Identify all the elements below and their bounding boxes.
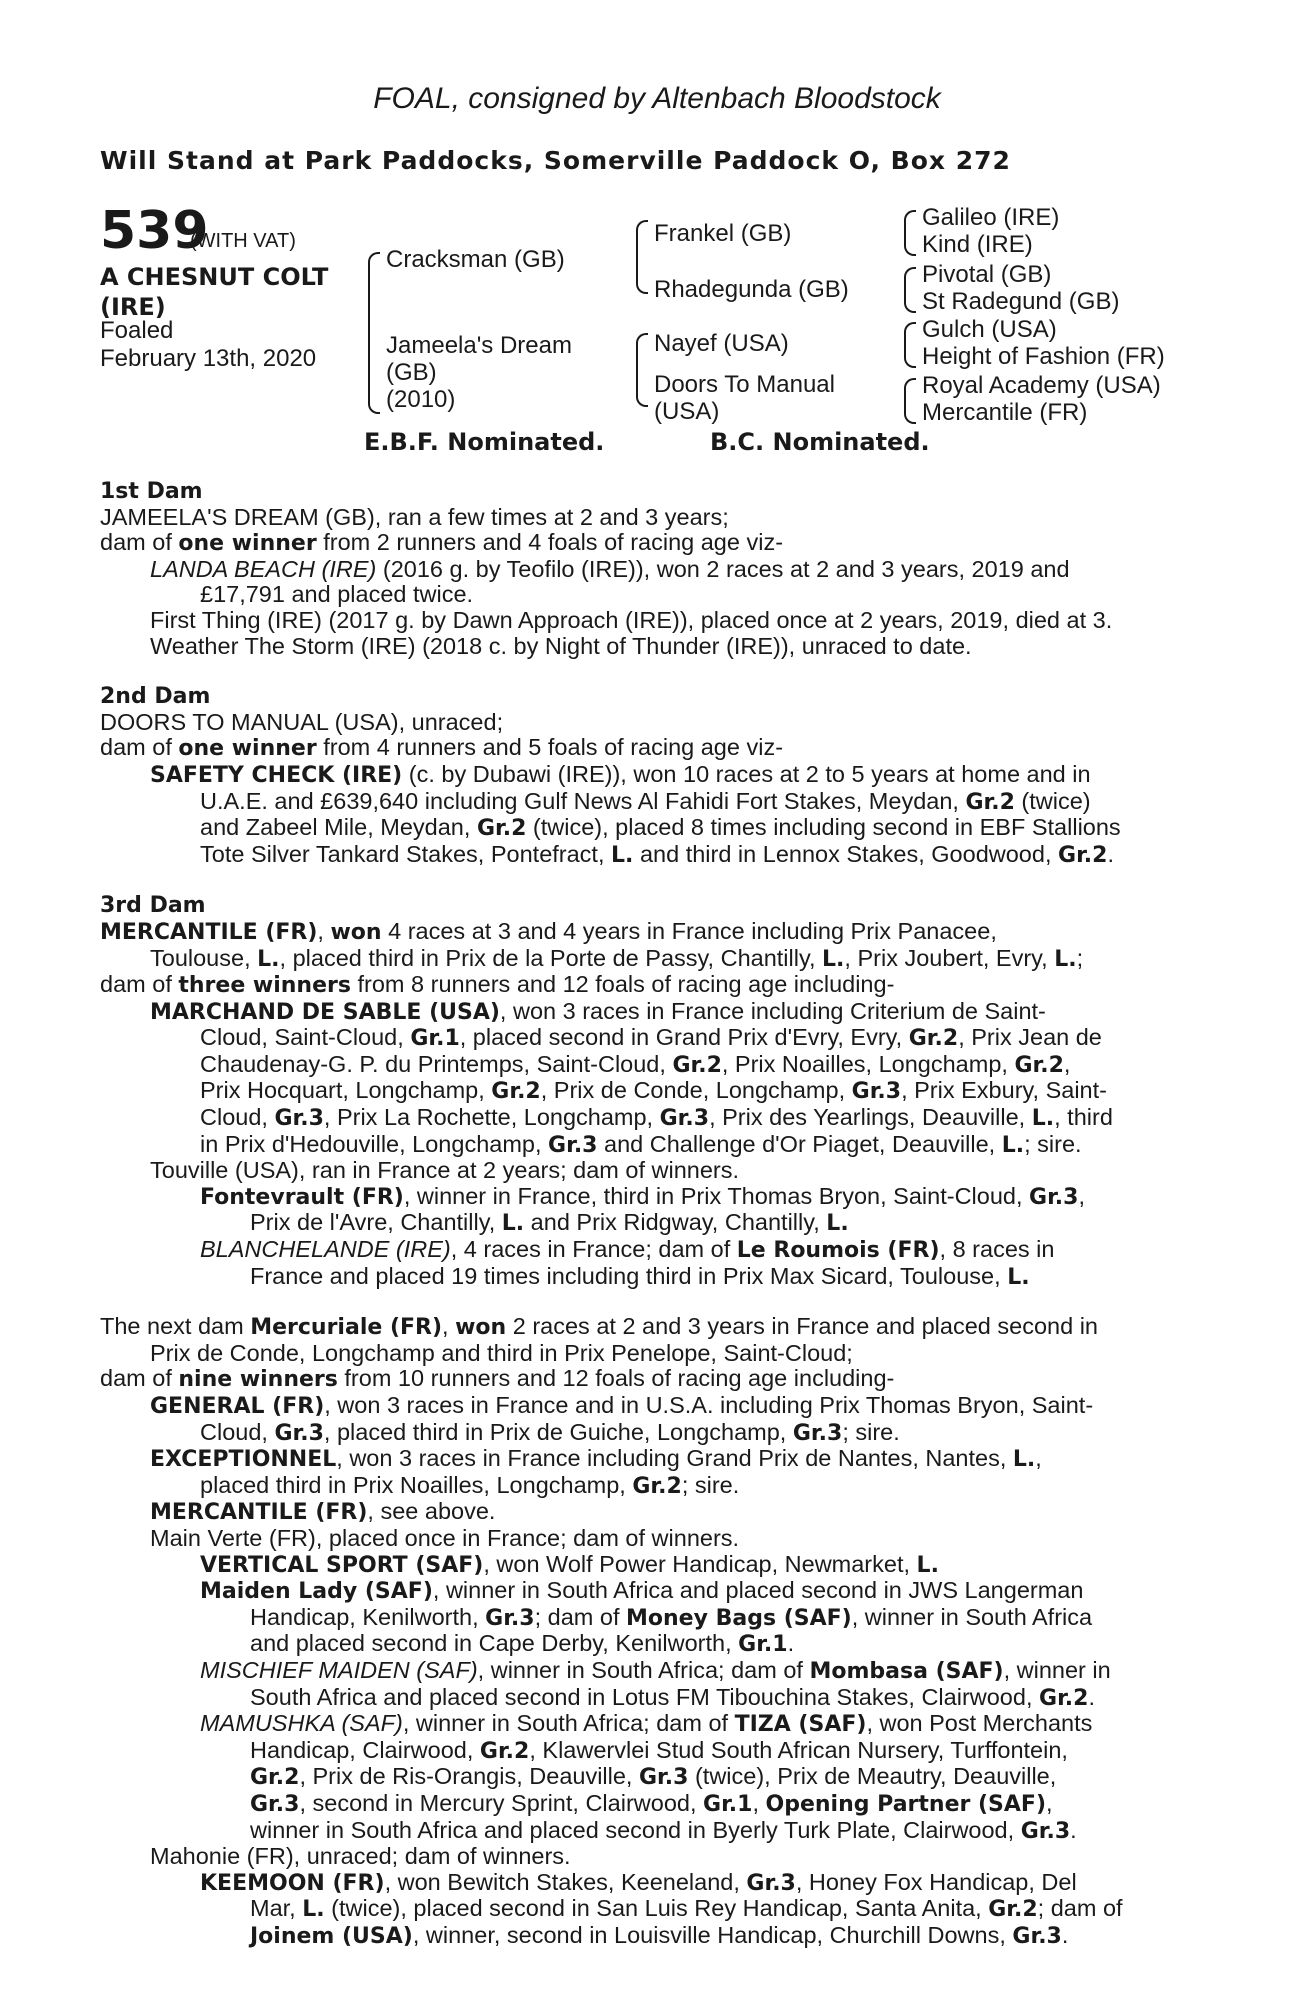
progeny-line: winner in South Africa and placed second in Byerly Turk Plate, Clairwood, Gr.3.	[250, 1816, 1077, 1844]
foaled-label: Foaled	[100, 317, 174, 344]
pedigree-gg-8: Mercantile (FR)	[922, 399, 1088, 426]
progeny-line: Handicap, Kenilworth, Gr.3; dam of Money Bags (SAF), winner in South Africa	[250, 1603, 1093, 1631]
progeny-line: U.A.E. and £639,640 including Gulf News Al Fahidi Fort Stakes, Meydan, Gr.2 (twice)	[200, 787, 1091, 815]
progeny-line: Cloud, Gr.3, placed third in Prix de Guiche, Longchamp, Gr.3; sire.	[200, 1418, 900, 1446]
progeny-line: and Zabeel Mile, Meydan, Gr.2 (twice), placed 8 times including second in EBF Stallions	[200, 814, 1121, 842]
progeny-line: Gr.3, second in Mercury Sprint, Clairwood, Gr.1, Opening Partner (SAF),	[250, 1789, 1053, 1817]
dam-dam-country: (USA)	[654, 398, 720, 425]
page-title: FOAL, consigned by Altenbach Bloodstock	[373, 82, 941, 115]
progeny-line: EXCEPTIONNEL, won 3 races in France including Grand Prix de Nantes, Nantes, L.,	[150, 1445, 1042, 1473]
colt-line: (IRE)	[100, 293, 166, 321]
g-brace-4	[904, 378, 916, 424]
progeny-line: Joinem (USA), winner, second in Louisville Handicap, Churchill Downs, Gr.3.	[250, 1921, 1069, 1949]
stand-location: Will Stand at Park Paddocks, Somerville Paddock O, Box 272	[100, 146, 1011, 175]
progeny-line: VERTICAL SPORT (SAF), won Wolf Power Handicap, Newmarket, L.	[200, 1550, 939, 1578]
dam-dam-name: Doors To Manual	[654, 371, 835, 398]
g-brace-3	[904, 322, 916, 368]
progeny-line: South Africa and placed second in Lotus FM Tibouchina Stakes, Clairwood, Gr.2.	[250, 1683, 1095, 1711]
dam-line: dam of nine winners from 10 runners and 12 foals of racing age including-	[100, 1365, 895, 1393]
progeny-line: France and placed 19 times including third in Prix Max Sicard, Toulouse, L.	[250, 1262, 1030, 1290]
pedigree-gg-4: St Radegund (GB)	[922, 288, 1120, 315]
pedigree-sire-dam: Rhadegunda (GB)	[654, 276, 849, 303]
progeny-line: MARCHAND DE SABLE (USA), won 3 races in France including Criterium de Saint-	[150, 997, 1046, 1025]
sire-parents-brace	[636, 220, 648, 294]
lot-description	[100, 262, 328, 322]
pedigree-dam-dam	[654, 371, 835, 425]
progeny-line: KEEMOON (FR), won Bewitch Stakes, Keeneland, Gr.3, Honey Fox Handicap, Del	[200, 1868, 1077, 1896]
progeny-line: Handicap, Clairwood, Gr.2, Klawervlei Stud South African Nursery, Turffontein,	[250, 1736, 1068, 1764]
progeny-line: GENERAL (FR), won 3 races in France and in U.S.A. including Prix Thomas Bryon, Saint-	[150, 1392, 1094, 1419]
foaled-value: February 13th, 2020	[100, 345, 317, 372]
progeny-line: Cloud, Gr.3, Prix La Rochette, Longchamp, Gr.3, Prix des Yearlings, Deauville, L., third	[200, 1104, 1113, 1132]
bc-nominated: B.C. Nominated.	[710, 428, 930, 456]
pedigree-dam-sire: Nayef (USA)	[654, 330, 789, 357]
dam-parents-brace	[636, 333, 648, 407]
sire-brace	[368, 252, 380, 414]
dam-line: Prix de Conde, Longchamp and third in Prix Penelope, Saint-Cloud;	[150, 1339, 853, 1366]
dam-country: (GB)	[386, 359, 437, 386]
progeny-line: Touville (USA), ran in France at 2 years; dam of winners.	[150, 1157, 740, 1184]
ebf-nominated: E.B.F. Nominated.	[364, 428, 605, 456]
pedigree-gg-6: Height of Fashion (FR)	[922, 343, 1165, 370]
dam-line: Toulouse, L., placed third in Prix de la Porte de Passy, Chantilly, L., Prix Joubert, Evry, L.;	[150, 944, 1084, 972]
pedigree-dam	[386, 332, 572, 413]
progeny-line: in Prix d'Hedouville, Longchamp, Gr.3 and Challenge d'Or Piaget, Deauville, L.; sire.	[200, 1130, 1082, 1158]
progeny-line: LANDA BEACH (IRE) (2016 g. by Teofilo (IRE)), won 2 races at 2 and 3 years, 2019 and	[150, 555, 1070, 582]
progeny-line: MISCHIEF MAIDEN (SAF), winner in South Africa; dam of Mombasa (SAF), winner in	[200, 1656, 1111, 1684]
section-heading: 2nd Dam	[100, 684, 211, 710]
colt-line: A CHESNUT COLT	[100, 263, 329, 291]
progeny-line: MAMUSHKA (SAF), winner in South Africa; dam of TIZA (SAF), won Post Merchants	[200, 1710, 1093, 1738]
g-brace-1	[904, 210, 916, 256]
progeny-line: Prix de l'Avre, Chantilly, L. and Prix Ridgway, Chantilly, L.	[250, 1209, 849, 1237]
produce-record	[100, 478, 1215, 1949]
section-heading: 3rd Dam	[100, 893, 206, 919]
foaled-date	[100, 317, 316, 373]
progeny-line: placed third in Prix Noailles, Longchamp, Gr.2; sire.	[200, 1471, 740, 1499]
progeny-line: Cloud, Saint-Cloud, Gr.1, placed second in Grand Prix d'Evry, Evry, Gr.2, Prix Jean de	[200, 1024, 1102, 1052]
progeny-line: First Thing (IRE) (2017 g. by Dawn Approach (IRE)), placed once at 2 years, 2019, died at 3.	[150, 606, 1113, 633]
progeny-line: Gr.2, Prix de Ris-Orangis, Deauville, Gr.3 (twice), Prix de Meautry, Deauville,	[250, 1763, 1057, 1791]
dam-line: dam of one winner from 2 runners and 4 foals of racing age viz-	[100, 529, 784, 557]
pedigree-gg-7: Royal Academy (USA)	[922, 372, 1161, 399]
dam-line: DOORS TO MANUAL (USA), unraced;	[100, 708, 504, 735]
progeny-line: £17,791 and placed twice.	[200, 581, 474, 608]
progeny-line: BLANCHELANDE (IRE), 4 races in France; dam of Le Roumois (FR), 8 races in	[200, 1236, 1055, 1264]
dam-year: (2010)	[386, 386, 456, 413]
dam-line: JAMEELA'S DREAM (GB), ran a few times at 2 and 3 years;	[100, 503, 729, 530]
pedigree-gg-1: Galileo (IRE)	[922, 204, 1060, 231]
g-brace-2	[904, 267, 916, 313]
dam-line: dam of one winner from 4 runners and 5 foals of racing age viz-	[100, 734, 784, 762]
lot-number: 539	[100, 201, 209, 261]
dam-name: Jameela's Dream	[386, 332, 572, 359]
pedigree-sire-sire: Frankel (GB)	[654, 220, 792, 247]
progeny-line: and placed second in Cape Derby, Kenilworth, Gr.1.	[250, 1630, 795, 1658]
progeny-line: Maiden Lady (SAF), winner in South Africa and placed second in JWS Langerman	[200, 1577, 1084, 1605]
progeny-line: SAFETY CHECK (IRE) (c. by Dubawi (IRE)), won 10 races at 2 to 5 years at home and in	[150, 760, 1091, 788]
progeny-line: Tote Silver Tankard Stakes, Pontefract, L. and third in Lennox Stakes, Goodwood, Gr.2.	[200, 840, 1114, 868]
section-heading: 1st Dam	[100, 479, 203, 504]
progeny-line: Chaudenay-G. P. du Printemps, Saint-Cloud, Gr.2, Prix Noailles, Longchamp, Gr.2,	[200, 1050, 1071, 1078]
dam-line: The next dam Mercuriale (FR), won 2 races at 2 and 3 years in France and placed second in	[100, 1313, 1098, 1341]
pedigree-gg-3: Pivotal (GB)	[922, 261, 1052, 288]
progeny-line: MERCANTILE (FR), see above.	[150, 1498, 496, 1526]
dam-line: MERCANTILE (FR), won 4 races at 3 and 4 years in France including Prix Panacee,	[100, 917, 997, 945]
progeny-line: Main Verte (FR), placed once in France; dam of winners.	[150, 1524, 740, 1551]
progeny-line: Prix Hocquart, Longchamp, Gr.2, Prix de Conde, Longchamp, Gr.3, Prix Exbury, Saint-	[200, 1077, 1107, 1105]
vat-label: (WITH VAT)	[190, 230, 296, 252]
progeny-line: Mahonie (FR), unraced; dam of winners.	[150, 1843, 571, 1870]
dam-line: dam of three winners from 8 runners and 12 foals of racing age including-	[100, 971, 895, 999]
pedigree-gg-2: Kind (IRE)	[922, 231, 1033, 258]
progeny-line: Weather The Storm (IRE) (2018 c. by Night of Thunder (IRE)), unraced to date.	[150, 632, 972, 659]
pedigree-sire: Cracksman (GB)	[386, 246, 565, 273]
progeny-line: Fontevrault (FR), winner in France, third in Prix Thomas Bryon, Saint-Cloud, Gr.3,	[200, 1182, 1085, 1210]
progeny-line: Mar, L. (twice), placed second in San Luis Rey Handicap, Santa Anita, Gr.2; dam of	[250, 1895, 1123, 1923]
pedigree-gg-5: Gulch (USA)	[922, 316, 1057, 343]
